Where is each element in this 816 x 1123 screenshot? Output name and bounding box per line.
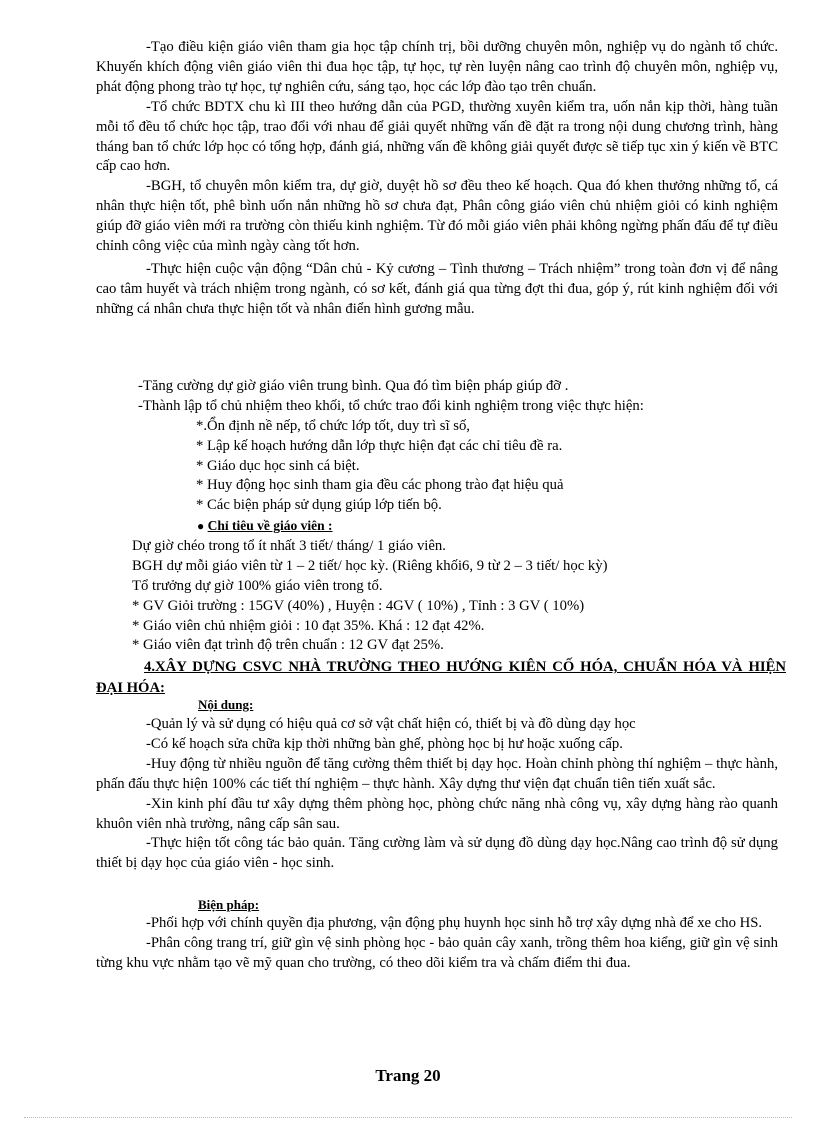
bullet-item: * Lập kế hoạch hướng dẫn lớp thực hiện đạt các chỉ tiêu đề ra. — [196, 437, 563, 454]
paragraph: -Phối hợp với chính quyền địa phương, vận động phụ huynh học sinh hỗ trợ xây dựng nhà để xe cho HS. — [146, 915, 763, 931]
page-divider — [24, 1117, 792, 1118]
paragraph: -Phân công trang trí, giữ gìn vệ sinh phòng học - bảo quản cây xanh, trồng thêm hoa kiểng, giữ gìn vệ sinh từng khu vực nhằm tạo vẽ mỹ quan cho trường, có theo dõi kiểm tra và chấm điểm thi đua. — [96, 934, 778, 971]
target-line: * Giáo viên chủ nhiệm giỏi : 10 đạt 35%. Khá : 12 đạt 42%. — [132, 617, 485, 634]
target-line: * Giáo viên đạt trình độ trên chuẩn : 12 GV đạt 25%. — [132, 637, 444, 654]
paragraph: -Quản lý và sử dụng có hiệu quả cơ sở vật chất hiện có, thiết bị và đồ dùng dạy học — [146, 716, 636, 732]
content-heading: Nội dung: — [198, 697, 254, 712]
target-line: Dự giờ chéo trong tổ ít nhất 3 tiết/ tháng/ 1 giáo viên. — [132, 538, 446, 554]
paragraph: -Tổ chức BDTX chu kì III theo hướng dẫn của PGD, thường xuyên kiểm tra, uốn nắn kịp thời, hàng tuần mỗi tổ đều tổ chức học tập, trao đổi với nhau để giải quyết những vấn đề đặt ra trong nội dung chương trình, hàng tháng ban tổ chức lớp học có tổng hợp, đánh giá, những vấn đề không giải quyết được sẽ tiếp tục xin ý kiến về BTC cấp cao hơn. — [96, 98, 778, 175]
list-block — [96, 377, 778, 516]
paragraph: -Có kế hoạch sửa chữa kịp thời những bàn ghế, phòng học bị hư hoặc xuống cấp. — [146, 735, 623, 752]
targets-block — [132, 537, 792, 656]
page-number: Trang 20 — [375, 1066, 441, 1085]
content-block — [96, 715, 778, 874]
list-line: -Tăng cường dự giờ giáo viên trung bình. Qua đó tìm biện pháp giúp đỡ . — [138, 378, 569, 394]
bullet-item: * Các biện pháp sử dụng giúp lớp tiến bộ. — [196, 497, 442, 514]
measures-heading: Biện pháp: — [198, 897, 260, 912]
measures-block — [96, 914, 778, 974]
bullet-item: *.Ổn định nề nếp, tổ chức lớp tốt, duy trì sĩ số, — [196, 417, 470, 434]
paragraph: -Xin kinh phí đầu tư xây dựng thêm phòng học, phòng chức năng nhà công vụ, xây dựng hàng rào quanh khuôn viên nhà trường, nâng cấp sân sau. — [96, 795, 778, 832]
target-line: Tổ trưởng dự giờ 100% giáo viên trong tổ. — [132, 577, 383, 594]
paragraph: -Tạo điều kiện giáo viên tham gia học tập chính trị, bồi dưỡng chuyên môn, nghiệp vụ do ngành tổ chức. Khuyến khích động viên giáo viên thi đua học tập, tự học, tự rèn luyện nâng cao trình độ chuyên môn, nghiệp vụ, phát động phong trào tự học, tự nghiên cứu, sáng tạo, học các lớp đào tạo trên chuẩn. — [96, 39, 778, 95]
target-line: * GV Giỏi trường : 15GV (40%) , Huyện : 4GV ( 10%) , Tỉnh : 3 GV ( 10%) — [132, 597, 585, 614]
bullet-dot-icon: ● — [197, 519, 205, 533]
bullet-item: * Giáo dục học sinh cá biệt. — [196, 457, 360, 474]
target-line: BGH dự mỗi giáo viên từ 1 – 2 tiết/ học kỳ. (Riêng khối6, 9 từ 2 – 3 tiết/ học kỳ) — [132, 557, 608, 574]
bullet-item: * Huy động học sinh tham gia đều các phong trào đạt hiệu quả — [196, 477, 564, 494]
list-line: -Thành lập tổ chủ nhiệm theo khối, tổ chức trao đổi kinh nghiệm trong việc thực hiện: — [138, 397, 644, 414]
paragraph: -Huy động từ nhiều nguồn để tăng cường thêm thiết bị dạy học. Hoàn chỉnh phòng thí nghiệm – thực hành, phấn đấu thực hiện 100% các tiết thí nghiệm – thực hành. Xây dựng thư viện đạt chuẩn tiên tiến xuất sắc. — [96, 755, 778, 792]
section-4-heading: 4.XÂY DỰNG CSVC NHÀ TRƯỜNG THEO HƯỚNG KIÊN CỐ HÓA, CHUẨN HÓA VÀ HIỆN ĐẠI HÓA: — [96, 659, 786, 696]
intro-block — [96, 38, 778, 320]
paragraph: -Thực hiện cuộc vận động “Dân chủ - Kỷ cương – Tình thương – Trách nhiệm” trong toàn đơn vị để nâng cao tâm huyết và trách nhiệm trong ngành, có sơ kết, đánh giá qua từng đợt thi đua, góp ý, rút kinh nghiệm đối với những cá nhân chưa thực hiện tốt và nhân điển hình gương mẫu. — [96, 260, 778, 317]
paragraph: -BGH, tổ chuyên môn kiểm tra, dự giờ, duyệt hồ sơ đều theo kế hoạch. Qua đó khen thưởng những tổ, cá nhân thực hiện tốt, phê bình uốn nắn những hồ sơ chưa đạt, Phân công giáo viên chủ nhiệm giỏi có kinh nghiệm giúp đỡ giáo viên mới ra trường còn thiếu kinh nghiệm. Từ đó mỗi giáo viên phải không ngừng phấn đấu để tự điều chỉnh công việc của mình ngày càng tốt hơn. — [96, 178, 778, 255]
targets-heading: ● Chỉ tiêu về giáo viên : — [197, 518, 333, 533]
paragraph: -Thực hiện tốt công tác bảo quản. Tăng cường làm và sử dụng đồ dùng dạy học.Nâng cao trình độ sử dụng thiết bị dạy học của giáo viên - học sinh. — [96, 835, 778, 872]
